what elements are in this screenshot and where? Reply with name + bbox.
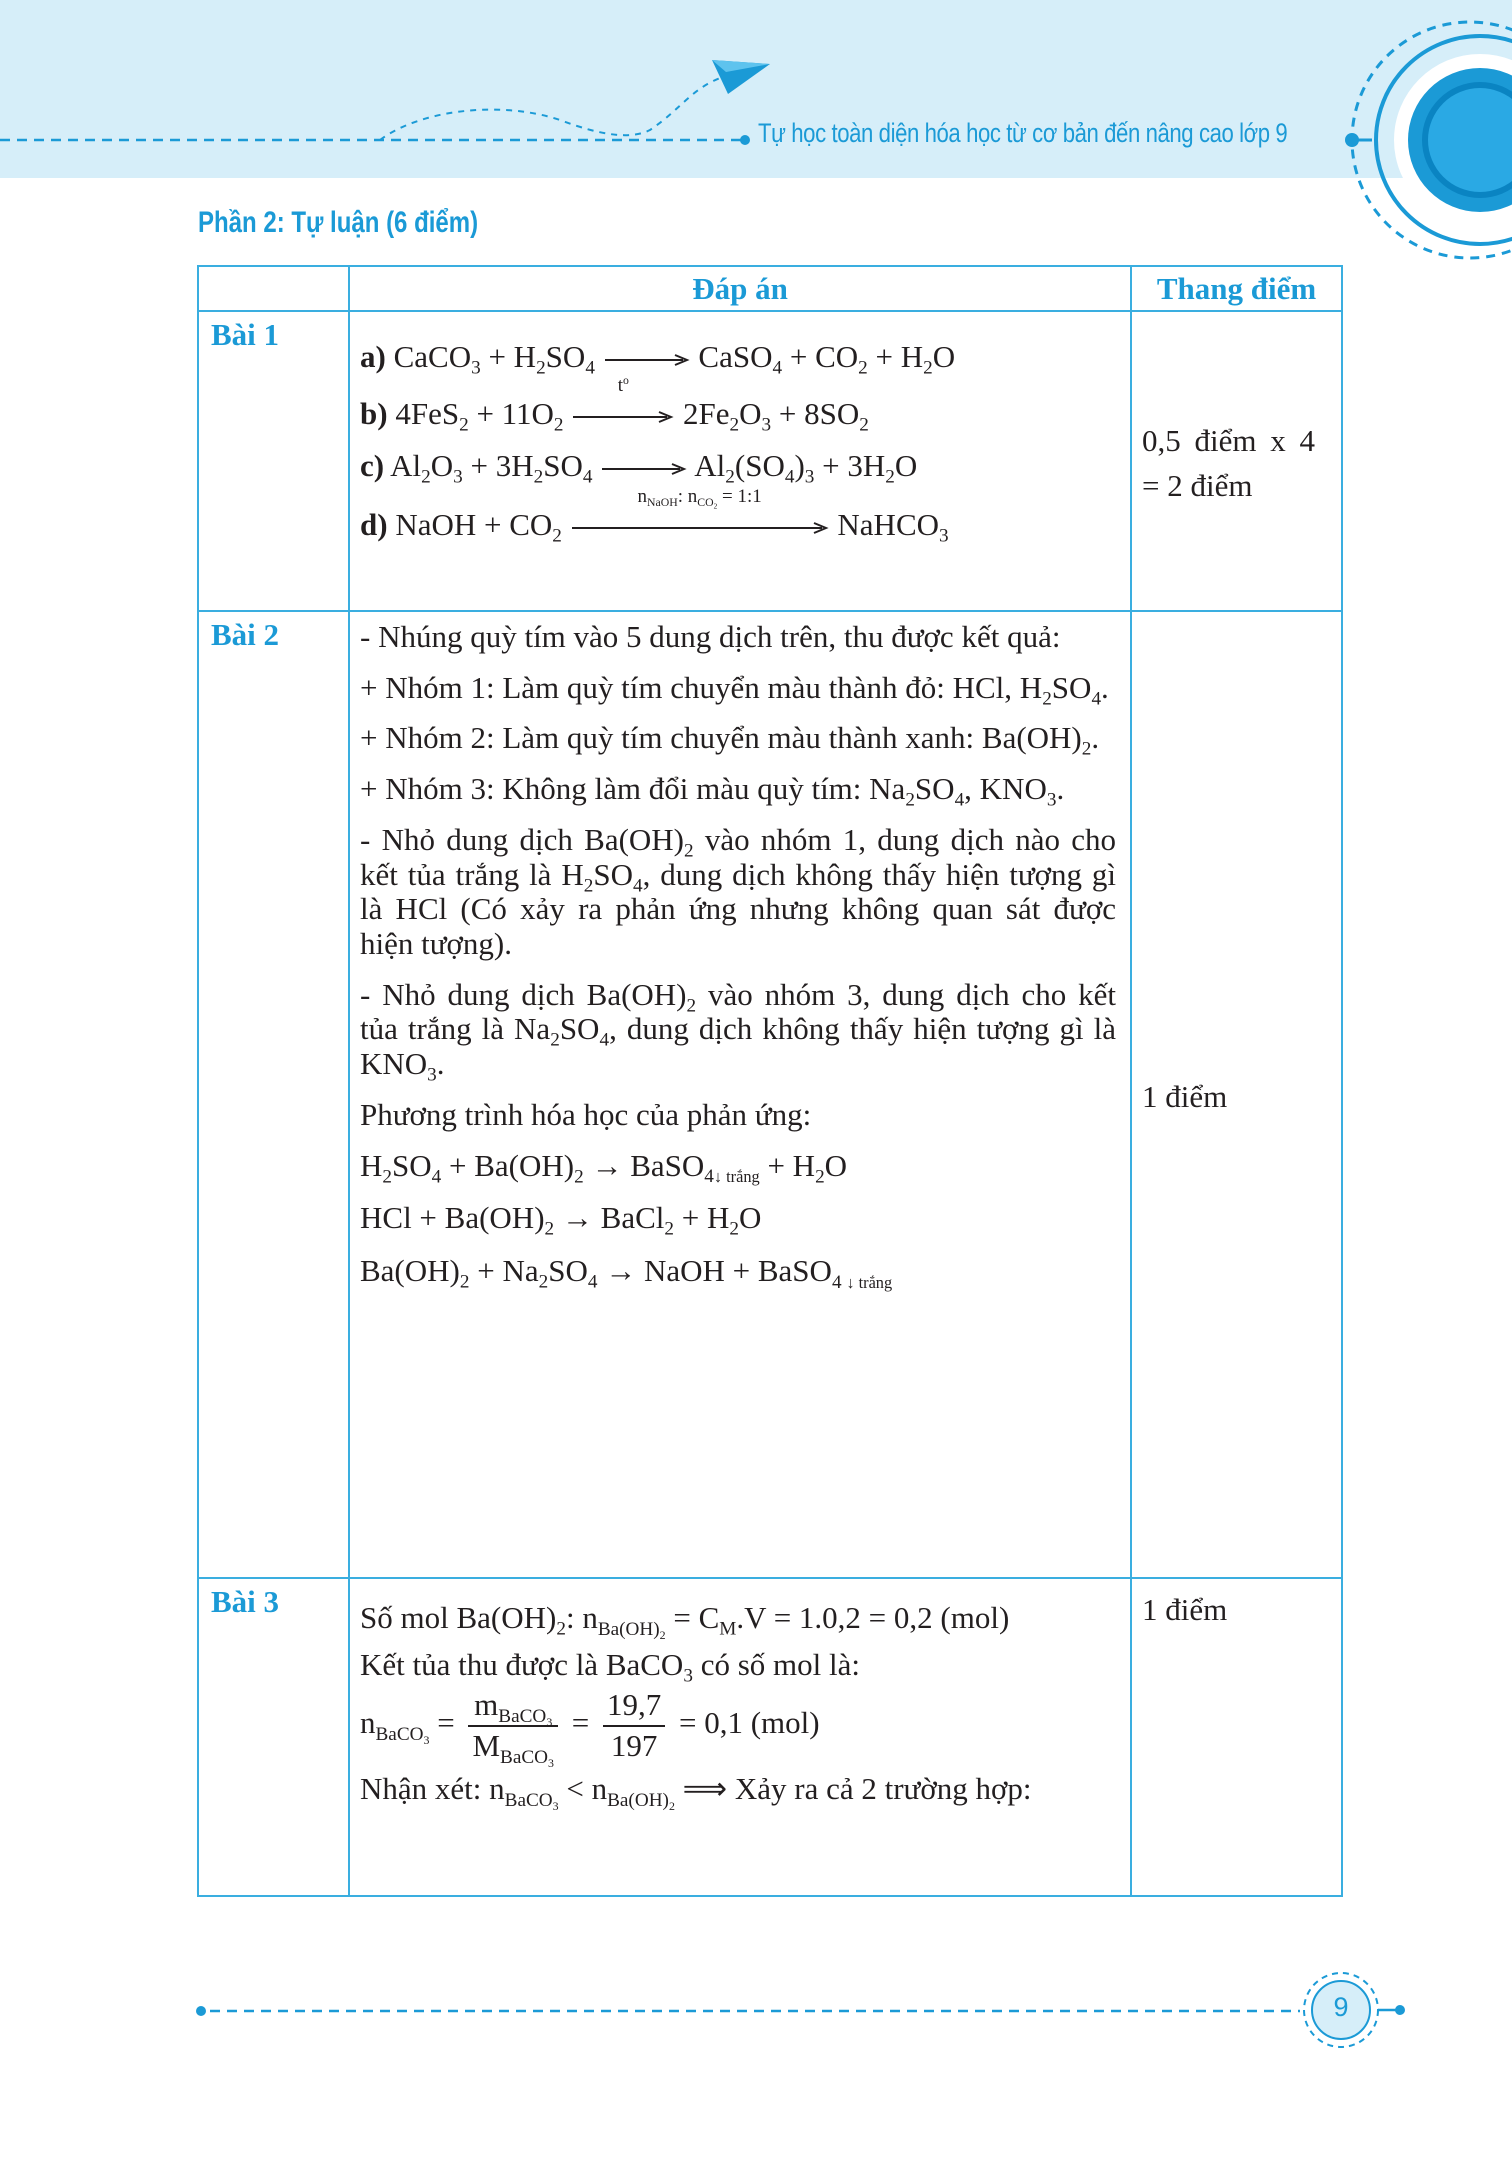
bai1-score (1131, 311, 1342, 611)
bai1-b-label: b) (360, 395, 388, 431)
bai3-answer (349, 1578, 1131, 1896)
bai2-step1-b: vào nhóm 1, dung dịch nào cho kết tủa trắng là H (360, 821, 1116, 892)
bai3-mass-value: 19,7 (603, 1688, 665, 1727)
bai2-score: 1 điểm (1131, 611, 1342, 1578)
section-title: Phần 2: Tự luận (6 điểm) (198, 206, 479, 239)
bai1-c-label: c) (360, 448, 385, 484)
bai2-step1-c: , dung dịch không thấy hiện tượng gì là HCl (Có xảy ra phản ứng nhưng không quan sát được hiện tượng). (360, 856, 1116, 962)
header-empty-cell (198, 266, 349, 311)
bai3-mol-formula: = C (673, 1600, 720, 1635)
reaction-arrow-heat-icon (571, 373, 675, 432)
bai2-step2-c: , dung dịch không thấy hiện tượng gì là KNO (360, 1011, 1116, 1082)
bai1-score-line2: = 2 điểm (1142, 468, 1253, 503)
heat-condition-degree: o (622, 373, 629, 387)
bai2-group2-text: + Nhóm 2: Làm quỳ tím chuyển màu thành xanh: (360, 720, 975, 756)
heat-condition (571, 375, 675, 396)
bai3-precipitate-text-b: có số mol là: (692, 1646, 860, 1682)
bai1-label: Bài 1 (198, 311, 349, 611)
table-row-bai2 (198, 611, 1342, 1578)
reaction-arrow-icon (603, 340, 691, 375)
table-row-bai1 (198, 311, 1342, 611)
bai2-equation-3: $Ba(OH)_2 + Na_2SO_4$ → NaOH + BaSO$_{4 ↓ trắng}$ (360, 1253, 893, 1293)
bai2-group2: + Nhóm 2: Làm quỳ tím chuyển màu thành xanh: $Ba(OH)_2$. (360, 720, 1100, 761)
bai3-mol-text-b: : (565, 1600, 575, 1635)
bai1-d-label: d) (360, 507, 388, 543)
bai3-remark-a: Nhận xét: (360, 1770, 482, 1806)
bai3-molar-mass: 197 (610, 1728, 658, 1764)
bai3-precipitate-text-a: Kết tủa thu được là BaCO (360, 1646, 684, 1682)
bai1-equation-a: a) CaCO$_3$ + $H_2SO_4$ CaSO$_4$ + $CO_2 + H_2O$ (360, 339, 956, 379)
flight-path (380, 78, 720, 140)
bai1-equation-b: b) $4FeS_2 + 11O_2$ $t^o$ $2Fe_2O_3 + 8SO_2$ (360, 373, 869, 436)
bai1-a-label: a) (360, 339, 386, 374)
table-row-bai3 (198, 1578, 1342, 1896)
ratio-condition: $n_{NaOH}$: $n_{CO_2}$ = 1:1 (637, 486, 762, 511)
heat-condition-t: t (617, 374, 623, 396)
bai3-result: = 0,1 (mol) (678, 1705, 820, 1741)
bai2-step1: - Nhỏ dung dịch $Ba(OH)_2$ vào nhóm 1, dung dịch nào cho kết tủa trắng là $H_2SO_4$, dung dịch không thấy hiện tượng gì là HCl (Có xảy ra phản ứng nhưng không quan sát được hiện tượng). (360, 821, 1116, 962)
bai3-mol-formula-sub: M (719, 1618, 737, 1640)
header-answer: Đáp án (349, 266, 1131, 311)
bai3-value-fraction (603, 1688, 665, 1763)
bai3-score: 1 điểm (1131, 1578, 1342, 1896)
bai3-fraction-line: $n_{BaCO_3}$ = $\frac{m_{BaCO_3}}{M_{BaCO_3}}$ = $\frac{19,7}{197}$ = 0,1 (mol) (360, 1687, 820, 1771)
bai2-group3: + Nhóm 3: Không làm đổi màu quỳ tím: $Na_2SO_4$, $KNO_3$. (360, 771, 1065, 811)
bai2-group3-text: + Nhóm 3: Không làm đổi màu quỳ tím: (360, 771, 862, 807)
bai2-equations-title: Phương trình hóa học của phản ứng: (360, 1096, 812, 1132)
bai2-step1-a: - Nhỏ dung dịch Ba(OH) (360, 821, 685, 857)
bai2-intro: - Nhúng quỳ tím vào 5 dung dịch trên, thu được kết quả: (360, 619, 1061, 654)
bai2-step2-b: vào nhóm 3, dung dịch cho kết tủa trắng là Na (360, 976, 1116, 1047)
paper-plane-icon (712, 60, 770, 94)
bai1-equation-c: c) $Al_2O_3 + 3H_2SO_4$ $Al_2(SO_4)_3 + 3H_2O$ (360, 448, 918, 489)
bai2-group1-text: + Nhóm 1: Làm quỳ tím chuyển màu thành đỏ: HCl, (360, 669, 1013, 705)
precipitate-note: ↓ trắng (713, 1167, 760, 1187)
bai3-mass-fraction: $\frac{m_{BaCO_3}}{M_{BaCO_3}}$ (468, 1688, 558, 1763)
bai2-label: Bài 2 (198, 611, 349, 1578)
title-bullet (740, 135, 750, 145)
bai2-equation-1: $H_2SO_4 + Ba(OH)_2$ → BaSO$_{4↓ trắng}$ + $H_2O$ (360, 1147, 848, 1188)
bai3-mol-formula-rest: .V = 1.0,2 = 0,2 (mol) (736, 1600, 1010, 1635)
bai3-precipitate-line: Kết tủa thu được là BaCO$_3$ có số mol là: (360, 1646, 860, 1687)
book-title: Tự học toàn diện hóa học từ cơ bản đến nâng cao lớp 9 (758, 118, 1288, 148)
bai2-step2-a: - Nhỏ dung dịch Ba(OH) (360, 976, 687, 1012)
bai3-mol-line: Số mol $Ba(OH)_2$: $n_{Ba(OH)_2} = C_M.V = 1.0,2 = 0,2$ (mol) (360, 1600, 1010, 1642)
reaction-arrow-icon (600, 449, 688, 484)
header-score: Thang điểm (1131, 266, 1342, 311)
bai3-label: Bài 3 (198, 1578, 349, 1896)
bai2-answer (349, 611, 1131, 1578)
bai3-remark-line: Nhận xét: $n_{BaCO_3} < n_{Ba(OH)_2}$ ⟹ Xảy ra cả 2 trường hợp: (360, 1770, 1032, 1813)
bai2-step2: - Nhỏ dung dịch $Ba(OH)_2$ vào nhóm 3, dung dịch cho kết tủa trắng là $Na_2SO_4$, dung dịch không thấy hiện tượng gì là $KNO_3$. (360, 976, 1116, 1086)
bai1-answer (349, 311, 1131, 611)
bai3-mol-text-a: Số mol Ba(OH) (360, 1600, 557, 1635)
bai1-equation-d: d) NaOH + $CO_2$ $n_{NaOH}$: $n_{CO_2}$ = 1:1 NaHCO$_3$ (360, 486, 949, 547)
footer-decoration (0, 1960, 1512, 2080)
target-circles-icon (1352, 22, 1512, 258)
table-header-row (198, 266, 1342, 311)
bai2-group1: + Nhóm 1: Làm quỳ tím chuyển màu thành đỏ: HCl, $H_2SO_4$. (360, 669, 1109, 710)
reaction-arrow-ratio-icon (570, 486, 830, 543)
bai2-equation-2: HCl + $Ba(OH)_2$ → BaCl$_2$ + $H_2O$ (360, 1200, 762, 1241)
precipitate-note: ↓ trắng (846, 1272, 893, 1292)
answer-table (197, 265, 1343, 1897)
page-number: 9 (1333, 1992, 1349, 2022)
bai1-score-line1: 0,5 điểm x 4 (1142, 423, 1315, 459)
bai3-remark-b: ⟹ Xảy ra cả 2 trường hợp: (682, 1770, 1032, 1806)
